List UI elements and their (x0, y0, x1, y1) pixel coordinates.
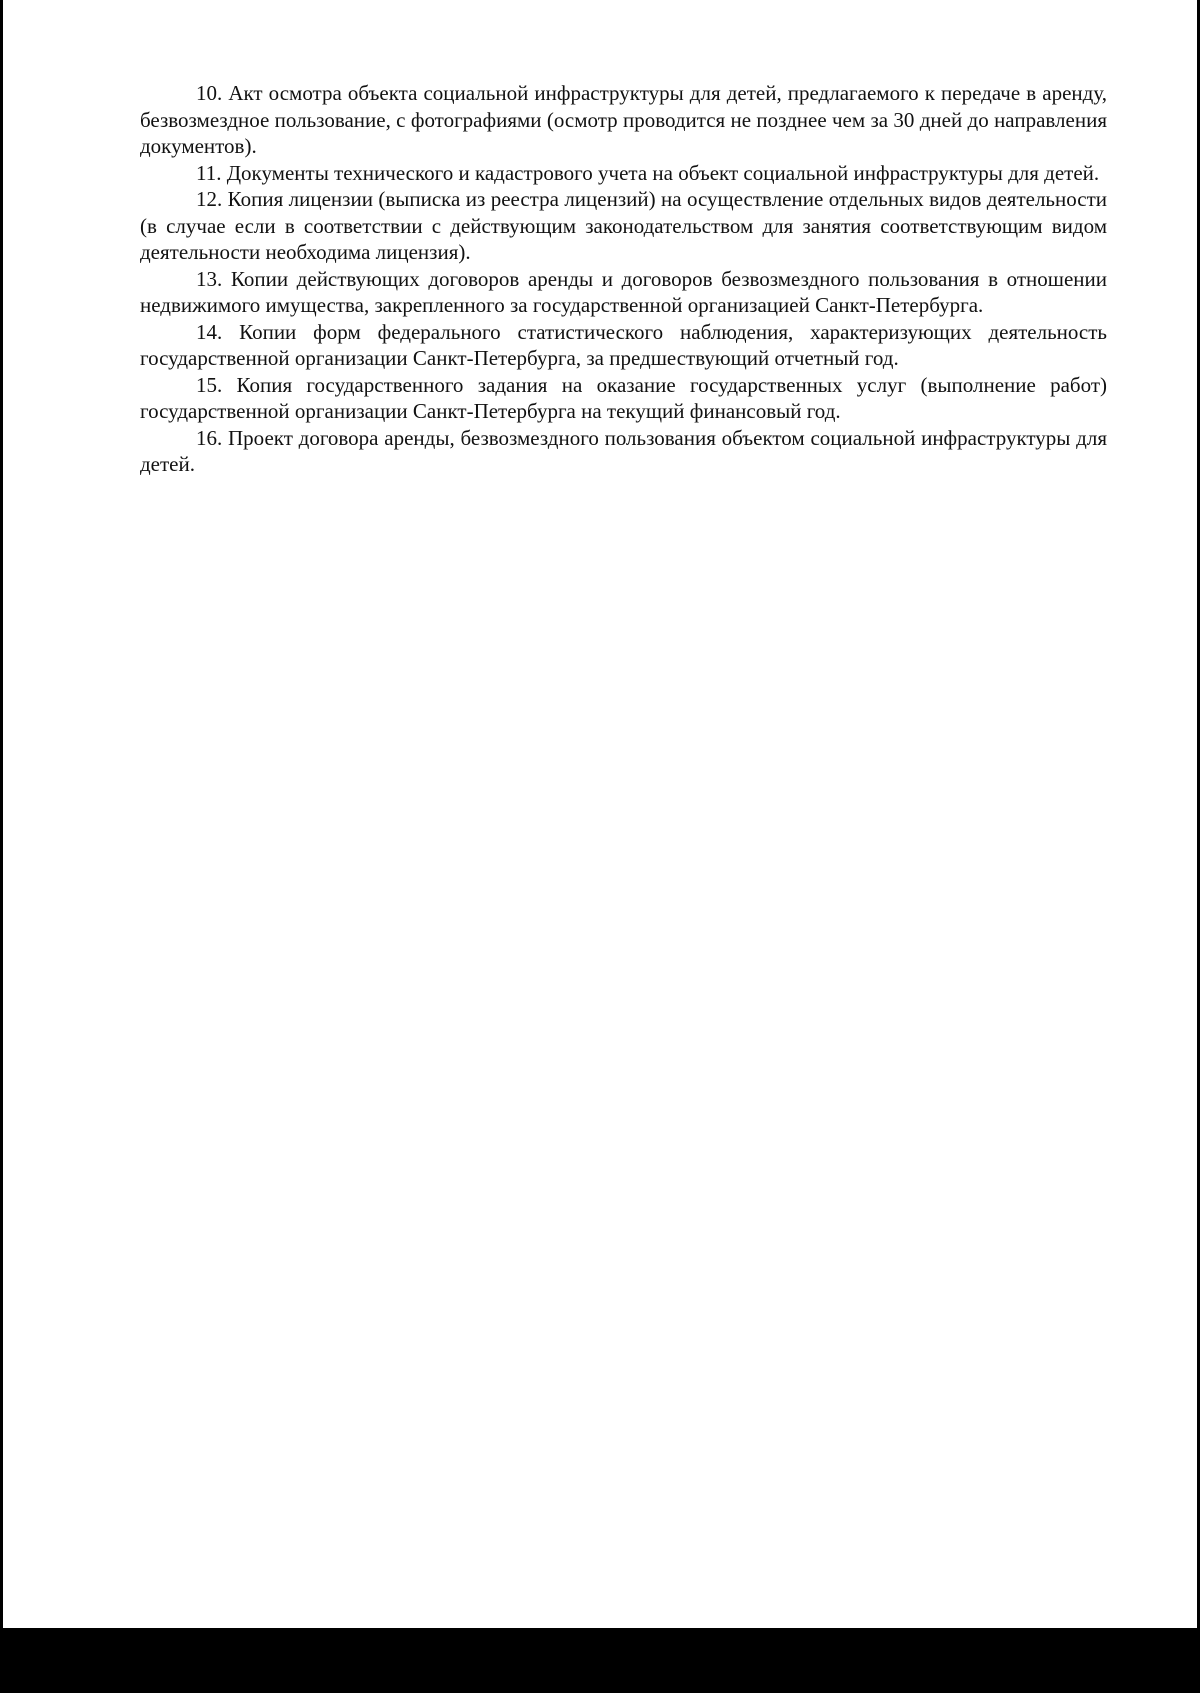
list-item-15: 15. Копия государственного задания на оказание государственных услуг (выполнение работ) государственной организации Санкт-Петербурга на текущий финансовый год. (140, 372, 1107, 423)
list-item-12: 12. Копия лицензии (выписка из реестра лицензий) на осуществление отдельных видов деятельности (в случае если в соответствии с действующим законодательством для занятия соответствующим видом деятельности необходима лицензия). (140, 187, 1107, 264)
list-item-16: 16. Проект договора аренды, безвозмездного пользования объектом социальной инфраструктуры для детей. (140, 425, 1107, 476)
document-body (140, 80, 1107, 478)
scan-bottom-border (0, 1628, 1200, 1693)
list-item-14: 14. Копии форм федерального статистического наблюдения, характеризующих деятельность государственной организации Санкт-Петербурга, за предшествующий отчетный год. (140, 319, 1107, 370)
list-item-11: 11. Документы технического и кадастрового учета на объект социальной инфраструктуры для детей. (196, 160, 1100, 185)
list-item-13: 13. Копии действующих договоров аренды и договоров безвозмездного пользования в отношении недвижимого имущества, закрепленного за государственной организацией Санкт-Петербурга. (140, 266, 1107, 317)
list-item-10: 10. Акт осмотра объекта социальной инфраструктуры для детей, предлагаемого к передаче в аренду, безвозмездное пользование, с фотографиями (осмотр проводится не позднее чем за 30 дней до направления документов). (140, 81, 1107, 158)
scan-left-border (0, 0, 3, 1693)
